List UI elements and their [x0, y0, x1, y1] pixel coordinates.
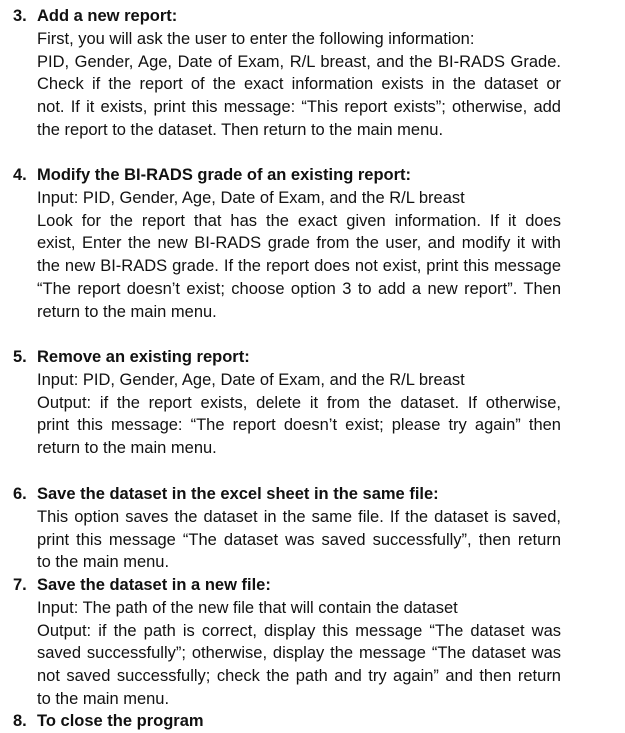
item-line: the report to the dataset. Then return to the main menu.	[37, 121, 444, 139]
item-heading: Save the dataset in the excel sheet in the same file:	[37, 485, 439, 503]
item-number: 5.	[13, 348, 27, 366]
item-line: the new BI-RADS grade. If the report does not exist, print this message	[37, 257, 561, 276]
item-number: 4.	[13, 166, 27, 184]
item-line: This option saves the dataset in the same file. If the dataset is saved,	[37, 507, 561, 526]
item-line: saved successfully”; otherwise, display the message “The dataset was	[37, 644, 561, 663]
item-line: exist, Enter the new BI-RADS grade from the user, and modify it with	[37, 234, 561, 253]
item-line: “The report doesn’t exist; choose option 3 to add a new report”. Then	[37, 280, 561, 298]
item-heading: Add a new report:	[37, 7, 178, 25]
item-line: Input: The path of the new file that will contain the dataset	[37, 598, 458, 617]
item-line: to the main menu.	[37, 690, 170, 708]
item-heading: To close the program	[37, 712, 204, 730]
item-line: print this message “The dataset was saved successfully”, then return	[37, 530, 561, 549]
item-line: to the main menu.	[37, 553, 170, 572]
item-line: Output: if the path is correct, display this message “The dataset was	[37, 621, 561, 640]
item-line: not. If it exists, print this message: “This report exists”; otherwise, add	[37, 98, 561, 117]
item-line: not saved successfully; check the path and try again” and then return	[37, 667, 561, 686]
item-line: return to the main menu.	[37, 302, 217, 321]
item-line: Input: PID, Gender, Age, Date of Exam, and the R/L breast	[37, 370, 465, 389]
item-heading: Modify the BI-RADS grade of an existing report:	[37, 166, 412, 184]
item-line: Check if the report of the exact information exists in the dataset or	[37, 75, 561, 94]
item-line: Input: PID, Gender, Age, Date of Exam, and the R/L breast	[37, 188, 465, 207]
item-heading: Save the dataset in a new file:	[37, 576, 271, 594]
item-number: 3.	[13, 7, 27, 25]
item-number: 6.	[13, 485, 27, 503]
item-number: 8.	[13, 712, 27, 730]
item-line: Output: if the report exists, delete it from the dataset. If otherwise,	[37, 393, 561, 412]
item-line: PID, Gender, Age, Date of Exam, R/L breast, and the BI-RADS Grade.	[37, 52, 561, 71]
item-line: Look for the report that has the exact given information. If it does	[37, 211, 561, 230]
item-line: return to the main menu.	[37, 439, 217, 458]
item-number: 7.	[13, 576, 27, 594]
item-line: print this message: “The report doesn’t exist; please try again” then	[37, 416, 561, 435]
item-heading: Remove an existing report:	[37, 348, 250, 366]
item-line: First, you will ask the user to enter the following information:	[37, 29, 475, 48]
